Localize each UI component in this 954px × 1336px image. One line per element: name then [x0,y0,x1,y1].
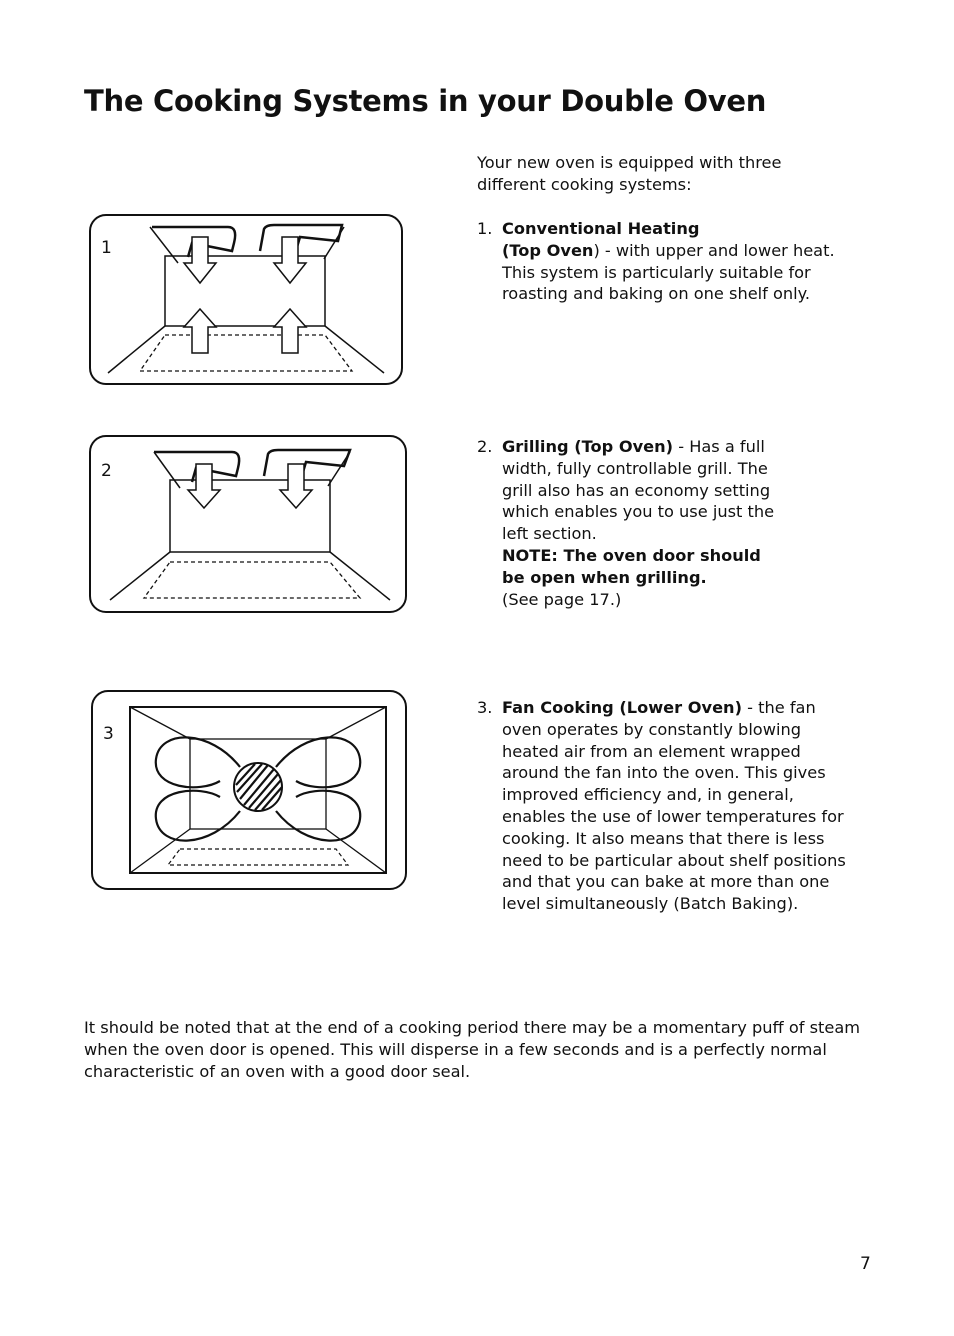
fan-cooking-diagram-icon [90,689,410,895]
system-2-heading: Grilling (Top Oven) [502,437,674,456]
system-1-number: 1. [477,219,493,238]
system-2-see-page: (See page 17.) [502,589,622,609]
grilling-diagram-icon [88,434,410,616]
system-1-text: ) - with upper and lower heat. This system is particularly suitable for roasting and baking on one shelf only. [502,240,835,304]
figure-label: 1 [101,238,112,258]
figure-label: 2 [101,461,112,481]
system-3-heading: Fan Cooking (Lower Oven) [502,698,742,717]
system-3-text: - the fan oven operates by constantly blowing heated air from an element wrapped around the fan into the oven. This gives improved efficiency and, in general, enables the use of lower temperatures for cooking. It also means that there is less need to be particular about shelf positions and that you can bake at more than one level simultaneously (Batch Baking). [502,698,846,914]
system-1-heading: Conventional Heating [502,219,700,238]
figure-label: 3 [103,724,114,744]
system-1 [477,218,867,305]
system-2-text: - Has a full width, fully controllable grill. The grill also has an economy setting which enables you to use just the left section. [502,437,775,544]
page-number: 7 [860,1254,871,1274]
footer-note: It should be noted that at the end of a cooking period there may be a momentary puff of steam when the oven door is opened. This will disperse in a few seconds and is a perfectly normal characteristic of an oven with a good door seal. [84,1018,861,1081]
system-2-number: 2. [477,437,493,456]
system-3 [477,697,867,915]
intro-text: Your new oven is equipped with three different cooking systems: [477,153,782,194]
page-title: The Cooking Systems in your Double Oven [84,84,767,118]
conventional-heating-diagram-icon [88,213,406,387]
system-2-note: NOTE: The oven door should be open when grilling. [502,545,761,587]
system-1-heading-2: (Top Oven [502,240,594,260]
system-3-number: 3. [477,698,493,717]
system-2 [477,436,867,610]
